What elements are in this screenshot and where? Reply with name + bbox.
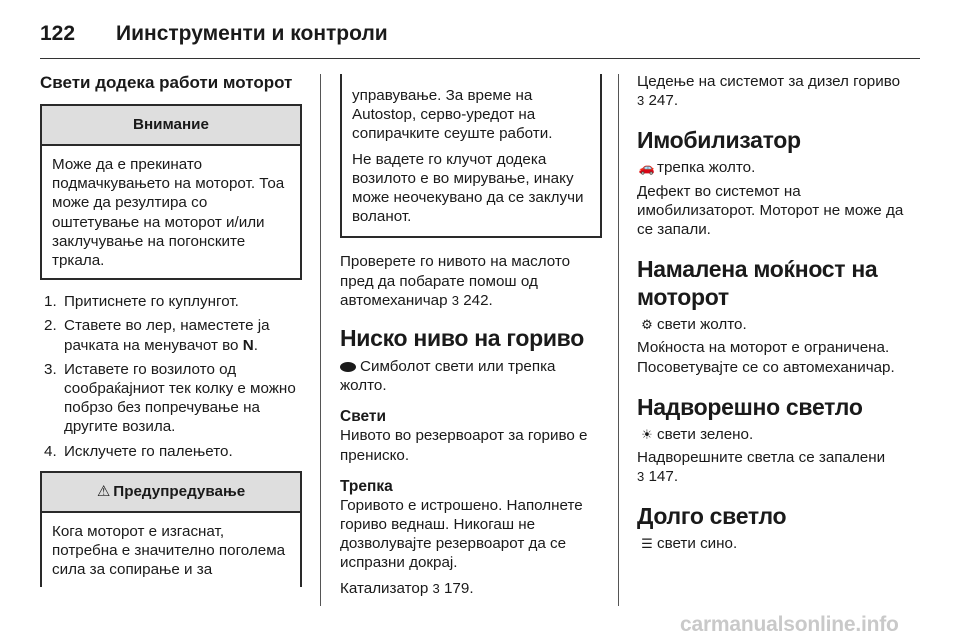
section-heading-exterior-light: Надворешно светло	[637, 393, 863, 420]
column-divider-1	[320, 74, 321, 606]
section-heading-immobiliser: Имобилизатор	[637, 127, 801, 154]
section-heading-engine-running: Свети додека работи моторот	[40, 73, 293, 92]
immobiliser-indicator: 🚗 трепка жолто.	[638, 159, 756, 177]
watermark: carmanualsonline.info	[680, 613, 899, 636]
notice-body: Може да е прекинато подмачкувањето на моторот. Тоа може да резултира со оштетување на моторот и/или заклучување на погонските тркала.	[52, 156, 285, 270]
column-divider-2	[618, 74, 619, 606]
page-reference-icon: 3	[637, 93, 645, 109]
engine-power-icon: ⚙	[641, 317, 653, 333]
column-1	[40, 72, 302, 587]
immobiliser-icon: 🚗	[638, 160, 656, 176]
header-rule	[40, 58, 920, 59]
immobiliser-text: Дефект во системот на имобилизаторот. Моторот не може да се запали.	[637, 182, 904, 239]
notice-title: Внимание	[42, 106, 300, 146]
flashing-text: Горивото е истрошено. Наполнете гориво веднаш. Никогаш не дозволувајте резервоарот да се испразни докрај.	[340, 496, 583, 572]
low-fuel-intro: Симболот свети или трепка жолто.	[340, 358, 556, 395]
notice-box	[40, 104, 302, 280]
warning-triangle-icon: ⚠	[96, 483, 111, 501]
steps-list	[40, 292, 302, 461]
exterior-light-text: Надворешните светла се запалени 3 147.	[637, 449, 886, 486]
subheading-flashing: Трепка	[340, 477, 393, 495]
column-2	[340, 74, 602, 598]
reduced-power-indicator: ⚙ свети жолто.	[637, 315, 907, 334]
list-item: 4. Исклучете го палењето.	[44, 442, 233, 460]
warning-title: ⚠ Предупредување	[42, 473, 300, 513]
warning-box-continued	[340, 74, 602, 238]
subheading-lit: Свети	[340, 408, 387, 426]
catalyst-text: Катализатор 3 179.	[340, 579, 474, 597]
exterior-light-indicator: ☀ свети зелено.	[637, 425, 907, 444]
exterior-light-icon: ☀	[641, 426, 653, 442]
section-heading-high-beam: Долго светло	[637, 503, 787, 530]
page-title: Иинструменти и контроли	[116, 22, 388, 45]
check-oil-text: Проверете го нивото на маслото пред да побарате помош од автомеханичар 3 242.	[340, 253, 571, 309]
warning-box	[40, 471, 302, 588]
warning-body: Кога моторот е изгаснат, потребна е значително поголема сила за сопирање и за	[52, 522, 286, 579]
page-reference-icon: 3	[432, 580, 440, 596]
lit-text: Нивото во резервоарот за гориво е прениско.	[340, 427, 588, 464]
reduced-power-text: Моќноста на моторот е ограничена. Посоветувајте се со автомеханичар.	[637, 339, 895, 376]
list-item: 1. Притиснете го куплунгот.	[44, 293, 239, 311]
column-3	[637, 72, 907, 554]
section-heading-reduced-power: Намалена моќност на моторот	[637, 256, 878, 311]
warning-text-1: управување. За време на Autostop, серво-уредот на сопирачките сеуште работи.	[352, 87, 553, 143]
section-heading-low-fuel: Ниско ниво на гориво	[340, 325, 584, 352]
warning-text-2: Не вадете го клучот додека возилото е во мирување, инаку може неочекувано да се заклучи воланот.	[352, 150, 584, 226]
fuel-indicator-icon	[340, 362, 356, 372]
high-beam-indicator: ☰ свети сино.	[637, 534, 907, 553]
list-item: 2. Ставете во лер, наместете ја рачката на менувачот во N.	[44, 317, 270, 354]
diesel-text: Цедење на системот за дизел гориво 3 247.	[637, 73, 901, 110]
page-number: 122	[40, 22, 76, 45]
page-reference-icon: 3	[637, 469, 645, 485]
high-beam-icon: ☰	[641, 536, 653, 552]
list-item: 3. Иставете го возилото од сообраќајниот тек колку е можно побрзо без попречување на другите возила.	[44, 360, 296, 436]
page-reference-icon: 3	[451, 292, 459, 308]
